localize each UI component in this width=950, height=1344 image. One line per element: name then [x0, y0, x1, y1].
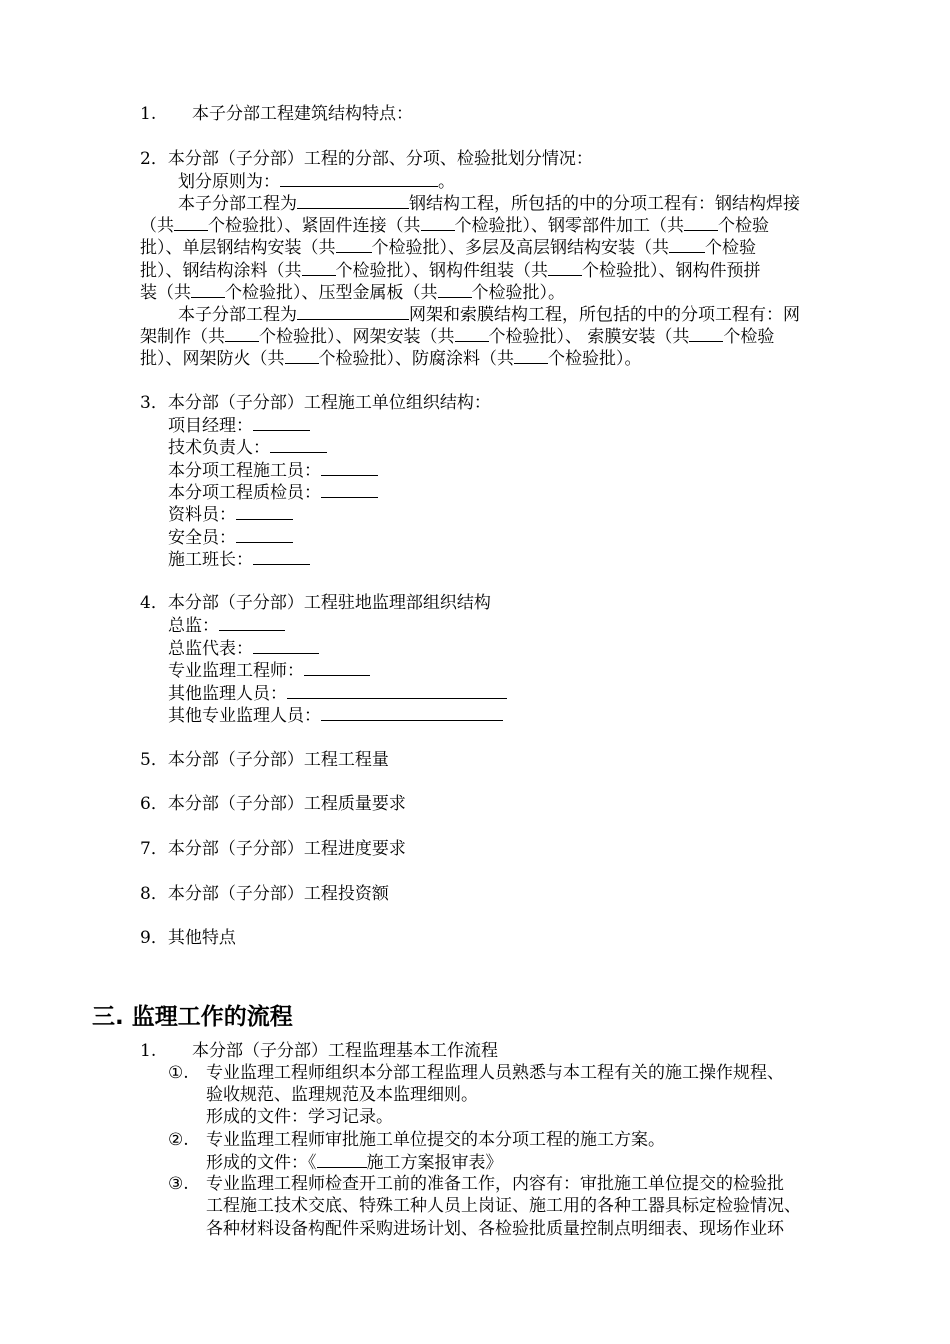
step-1-mark: ①.	[168, 1063, 189, 1083]
s4-professional-engineer: 专业监理工程师：	[168, 659, 370, 682]
s5-quantity: 5．本分部（子分部）工程工程量	[140, 750, 389, 770]
section-heading: 三. 监理工作的流程	[92, 1004, 293, 1030]
s2-mesh-line-2: 架制作（共 个检验批）、网架安装（共 个检验批）、 索膜安装（共 个检验	[140, 327, 775, 347]
s3-safety-officer: 安全员：	[168, 526, 293, 549]
step-3-line: 专业监理工程师检查开工前的准备工作，内容有：审批施工单位提交的检验批	[206, 1174, 784, 1194]
step-3-mark: ③.	[168, 1174, 189, 1194]
s2-title: 2．本分部（子分部）工程的分部、分项、检验批划分情况：	[140, 149, 593, 169]
step-1-line: 形成的文件：学习记录。	[206, 1107, 393, 1127]
s3-technical-lead: 技术负责人：	[168, 436, 327, 459]
s3-project-manager: 项目经理：	[168, 414, 310, 437]
s2-steel-line-4: 批）、钢结构涂料（共 个检验批）、钢构件组装（共 个检验批）、钢构件预拼	[140, 261, 761, 281]
s1-number: 1.	[140, 104, 157, 124]
step-2-line: 专业监理工程师审批施工单位提交的本分项工程的施工方案。	[206, 1130, 665, 1150]
s3-document-clerk: 资料员：	[168, 503, 293, 526]
flow-title: 本分部（子分部）工程监理基本工作流程	[192, 1041, 498, 1061]
flow-number: 1.	[140, 1041, 157, 1061]
s4-title: 4．本分部（子分部）工程驻地监理部组织结构	[140, 593, 491, 613]
s9-other: 9．其他特点	[140, 928, 236, 948]
s2-principle: 划分原则为： 。	[178, 172, 455, 192]
s2-steel-line-5: 装（共 个检验批）、压型金属板（共 个检验批）。	[140, 283, 565, 303]
step-3-line: 各种材料设备构配件采购进场计划、各检验批质量控制点明细表、现场作业环	[206, 1219, 784, 1239]
s3-construction-staff: 本分项工程施工员：	[168, 459, 378, 482]
s7-schedule: 7．本分部（子分部）工程进度要求	[140, 839, 406, 859]
s4-chief-supervisor: 总监：	[168, 614, 285, 637]
s3-quality-inspector: 本分项工程质检员：	[168, 481, 378, 504]
s1-text: 本子分部工程建筑结构特点：	[192, 104, 413, 124]
step-2-file: 形成的文件：《 施工方案报审表》	[206, 1153, 503, 1173]
s2-steel-line-1: 本子分部工程为 钢结构工程，所包括的中的分项工程有：钢结构焊接	[178, 194, 800, 214]
s6-quality: 6．本分部（子分部）工程质量要求	[140, 794, 406, 814]
s2-mesh-line-1: 本子分部工程为 网架和索膜结构工程，所包括的中的分项工程有：网	[178, 305, 800, 325]
s3-team-leader: 施工班长：	[168, 548, 310, 571]
s4-other-professional-supervisors: 其他专业监理人员：	[168, 704, 503, 727]
s3-title: 3．本分部（子分部）工程施工单位组织结构：	[140, 393, 491, 413]
s4-other-supervisors: 其他监理人员：	[168, 682, 507, 705]
s2-steel-line-2: （共 个检验批）、紧固件连接（共 个检验批）、钢零部件加工（共 个检验	[140, 216, 769, 236]
s2-mesh-line-3: 批）、网架防火（共 个检验批）、防腐涂料（共 个检验批）。	[140, 349, 642, 369]
step-2-mark: ②.	[168, 1130, 189, 1150]
step-1-line: 验收规范、监理规范及本监理细则。	[206, 1085, 478, 1105]
s4-chief-representative: 总监代表：	[168, 637, 319, 660]
s2-steel-line-3: 批）、单层钢结构安装（共 个检验批）、多层及高层钢结构安装（共 个检验	[140, 238, 756, 258]
s8-investment: 8．本分部（子分部）工程投资额	[140, 884, 389, 904]
step-3-line: 工程施工技术交底、特殊工种人员上岗证、施工用的各种工器具标定检验情况、	[206, 1196, 801, 1216]
step-1-line: 专业监理工程师组织本分部工程监理人员熟悉与本工程有关的施工操作规程、	[206, 1063, 784, 1083]
